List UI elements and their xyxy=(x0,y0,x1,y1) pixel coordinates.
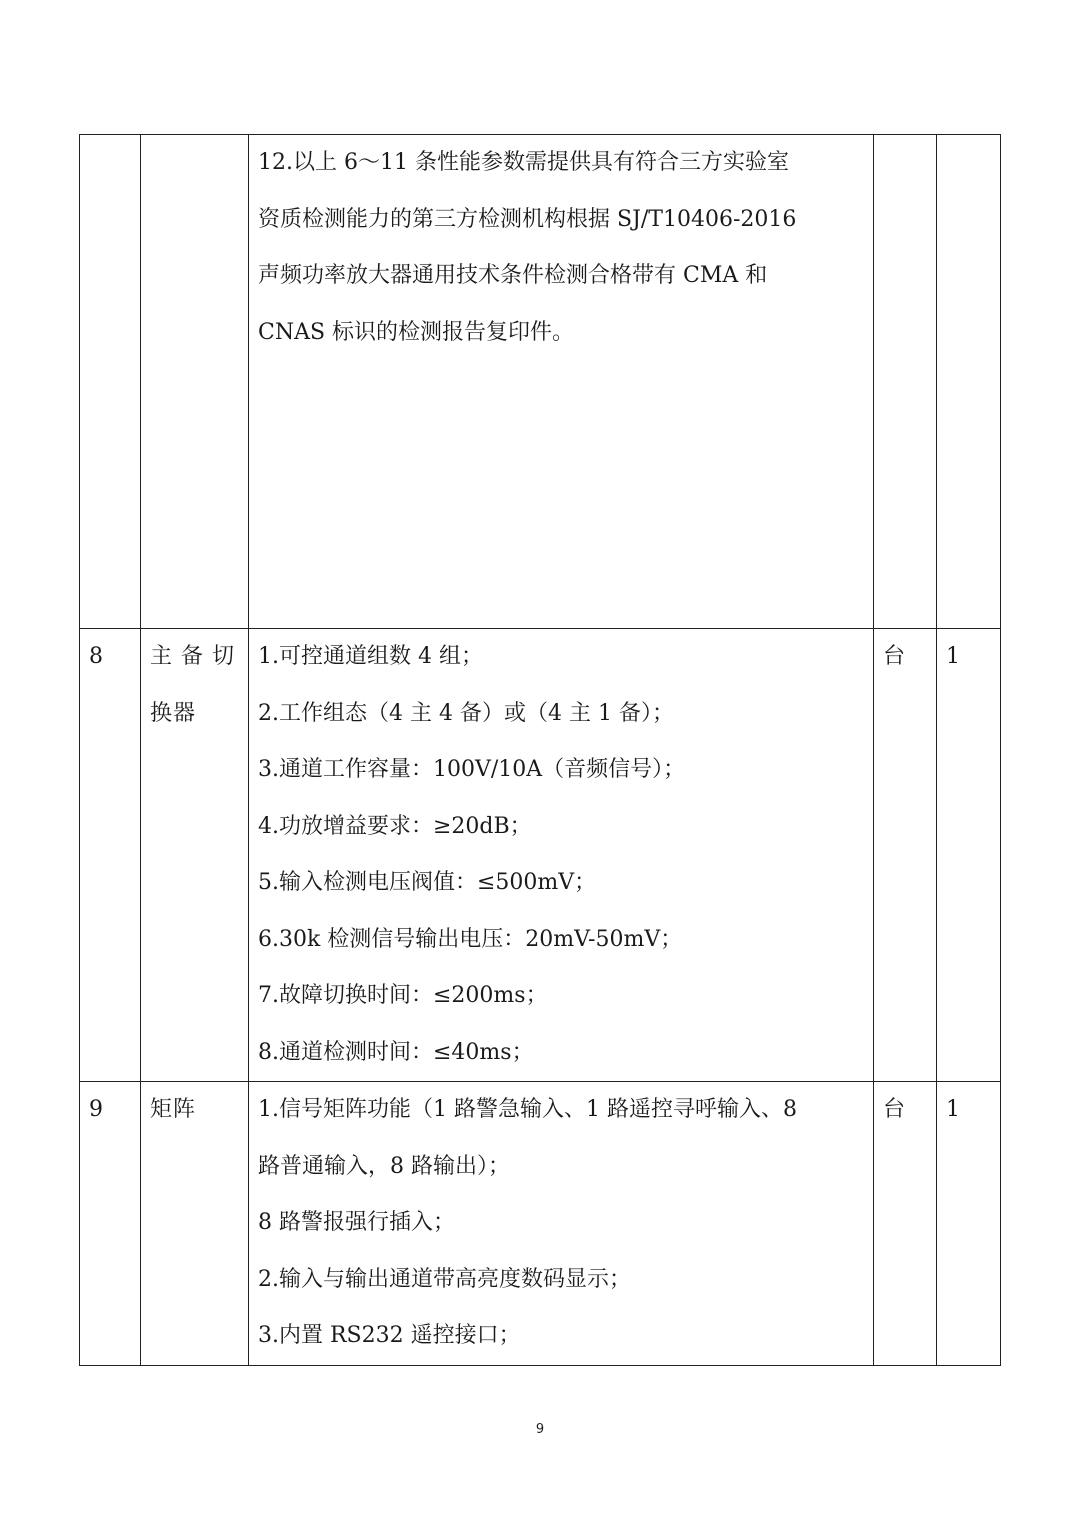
spec-line: 2.工作组态（4 主 4 备）或（4 主 1 备）； xyxy=(258,700,674,726)
spec-line: 1.信号矩阵功能（1 路警急输入、1 路遥控寻呼输入、8 xyxy=(258,1097,797,1122)
item-name-line: 换器 xyxy=(150,700,197,726)
spec-content-cell xyxy=(249,135,874,629)
spec-line: 7.故障切换时间：≤200ms； xyxy=(258,983,548,1008)
row-number-cell xyxy=(80,135,141,629)
spec-line: CNAS 标识的检测报告复印件。 xyxy=(258,319,575,345)
unit-cell: 台 xyxy=(874,1082,937,1366)
quantity-cell xyxy=(937,135,1001,629)
spec-line: 2.输入与输出通道带高亮度数码显示； xyxy=(258,1266,631,1292)
spec-table xyxy=(79,134,1001,1366)
unit-cell: 台 xyxy=(874,629,937,1082)
table-row xyxy=(80,135,1001,629)
spec-line: 路普通输入，8 路输出）； xyxy=(258,1153,510,1179)
spec-content-cell xyxy=(249,629,874,1082)
spec-line: 声频功率放大器通用技术条件检测合格带有 CMA 和 xyxy=(258,263,768,288)
quantity-cell: 1 xyxy=(937,629,1001,1082)
spec-line: 3.通道工作容量：100V/10A（音频信号）； xyxy=(258,757,686,782)
spec-line: 8 路警报强行插入； xyxy=(258,1210,455,1235)
spec-line: 资质检测能力的第三方检测机构根据 SJ/T10406-2016 xyxy=(258,206,797,232)
item-name-line: 矩阵 xyxy=(150,1097,197,1122)
spec-content-cell xyxy=(249,1082,874,1366)
spec-line: 8.通道检测时间：≤40ms； xyxy=(258,1039,534,1065)
item-name-line: 主 备 切 xyxy=(150,644,235,669)
item-name-cell xyxy=(141,1082,249,1366)
page-number: 9 xyxy=(535,1422,545,1437)
table-row xyxy=(80,1082,1001,1366)
spec-line: 4.功放增益要求：≥20dB； xyxy=(258,813,532,839)
row-number-cell: 8 xyxy=(80,629,141,1082)
unit-cell xyxy=(874,135,937,629)
item-name-cell xyxy=(141,629,249,1082)
spec-line: 12.以上 6～11 条性能参数需提供具有符合三方实验室 xyxy=(258,150,789,175)
table-row xyxy=(80,629,1001,1082)
spec-line: 1.可控通道组数 4 组； xyxy=(258,644,483,669)
spec-line: 6.30k 检测信号输出电压：20mV-50mV； xyxy=(258,926,683,952)
spec-line: 5.输入检测电压阀值：≤500mV； xyxy=(258,870,597,895)
quantity-cell: 1 xyxy=(937,1082,1001,1366)
item-name-cell xyxy=(141,135,249,629)
row-number-cell: 9 xyxy=(80,1082,141,1366)
spec-line: 3.内置 RS232 遥控接口； xyxy=(258,1323,521,1348)
